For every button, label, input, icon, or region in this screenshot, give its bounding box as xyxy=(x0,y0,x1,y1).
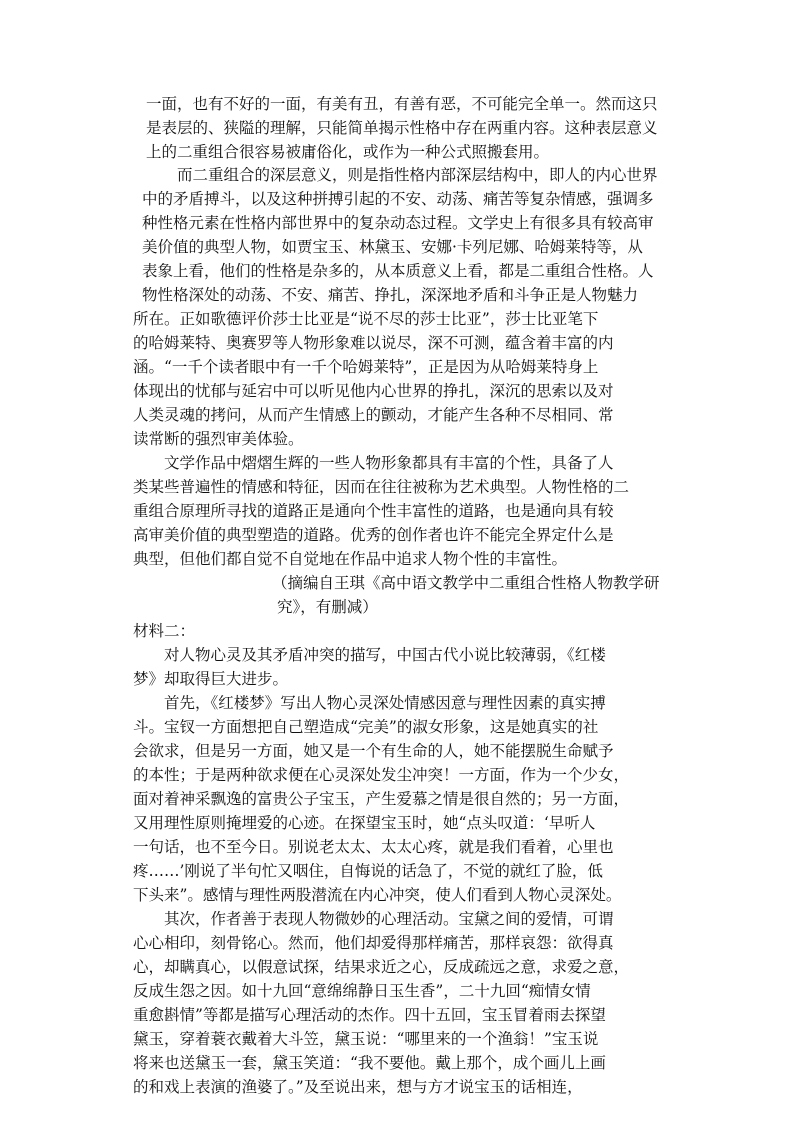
text-line: 类某些普遍性的情感和特征，因而在往往被称为艺术典型。人物性格的二 xyxy=(133,478,630,496)
source-citation: （摘编自王琪《高中语文教学中二重组合性格人物教学研 xyxy=(272,574,660,592)
text-line: 的本性；于是两种欲求便在心灵深处发尘冲突！一方面，作为一个少女， xyxy=(133,766,630,784)
text-line: 重愈斟情”等都是描写心理活动的杰作。四十五回，宝玉冒着雨去探望 xyxy=(133,1006,606,1024)
text-line: 高审美价值的典型塑造的道路。优秀的创作者也许不能完全界定什么是 xyxy=(133,526,614,544)
text-line: 重组合原理所寻找的道路正是通向个性丰富性的道路，也是通向具有较 xyxy=(133,502,614,520)
text-line: 其次，作者善于表现人物微妙的心理活动。宝黛之间的爱情，可谓 xyxy=(164,910,614,928)
text-line: 种性格元素在性格内部世界中的复杂动态过程。文学史上有很多具有较高审 xyxy=(142,214,654,232)
text-line: 对人物心灵及其矛盾冲突的描写，中国古代小说比较薄弱，《红楼 xyxy=(164,646,606,664)
text-line: 上的二重组合很容易被庸俗化，或作为一种公式照搬套用。 xyxy=(146,143,550,161)
text-line: 的和戏上表演的渔婆了。”及至说出来，想与方才说宝玉的话相连， xyxy=(133,1078,583,1096)
text-line: 典型，但他们都自觉不自觉地在作品中追求人物个性的丰富性。 xyxy=(133,550,568,568)
text-line: 的哈姆莱特、奥赛罗等人物形象难以说尽，深不可测，蕴含着丰富的内 xyxy=(133,334,614,352)
source-citation: 究》，有删减） xyxy=(277,598,378,616)
section-heading: 材料二： xyxy=(133,622,196,640)
text-line: 首先，《红楼梦》写出人物心灵深处情感因意与理性因素的真实搏 xyxy=(164,694,606,712)
text-line: 而二重组合的深层意义，则是指性格内部深层结构中，即人的内心世界 xyxy=(177,166,658,184)
text-line: 涵。“一千个读者眼中有一千个哈姆莱特”，正是因为从哈姆莱特身上 xyxy=(133,358,599,376)
text-line: 心心相印，刻骨铭心。然而，他们却爱得那样痛苦，那样哀怨：欲得真 xyxy=(133,934,614,952)
text-line: 体现出的忧郁与延宕中可以听见他内心世界的挣扎，深沉的思索以及对 xyxy=(133,382,614,400)
text-line: 是表层的、狭隘的理解，只能简单揭示性格中存在两重内容。这种表层意义 xyxy=(146,119,658,137)
text-line: 文学作品中熠熠生辉的一些人物形象都具有丰富的个性，具备了人 xyxy=(164,454,614,472)
text-line: 物性格深处的动荡、不安、痛苦、挣扎，深深地矛盾和斗争正是人物魅力 xyxy=(142,286,639,304)
text-line: 中的矛盾搏斗，以及这种拼搏引起的不安、动荡、痛苦等复杂情感，强调多 xyxy=(142,190,654,208)
text-line: 下头来”。感情与理性两股潜流在内心冲突，使人们看到人物心灵深处。 xyxy=(133,886,622,904)
text-line: 梦》却取得巨大进步。 xyxy=(133,670,289,688)
text-line: 心，却瞒真心，以假意试探，结果求近之心，反成疏远之意，求爱之意， xyxy=(133,958,630,976)
text-line: 面对着神采飘逸的富贵公子宝玉，产生爱慕之情是很自然的；另一方面， xyxy=(133,790,630,808)
text-line: 一句话，也不至今日。别说老太太、太太心疼，就是我们看着，心里也 xyxy=(133,838,614,856)
text-line: 美价值的典型人物，如贾宝玉、林黛玉、安娜·卡列尼娜、哈姆莱特等，从 xyxy=(142,238,643,256)
text-line: 会欲求，但是另一方面，她又是一个有生命的人，她不能摆脱生命赋予 xyxy=(133,742,614,760)
text-line: 黛玉，穿着蓑衣戴着大斗笠，黛玉说：“哪里来的一个渔翁！”宝玉说 xyxy=(133,1030,599,1048)
text-line: 读常断的强烈审美体验。 xyxy=(133,430,304,448)
text-line: 又用理性原则掩埋爱的心迹。在探望宝玉时，她“点头叹道：‘早听人 xyxy=(133,814,596,832)
text-line: 一面，也有不好的一面，有美有丑，有善有恶，不可能完全单一。然而这只 xyxy=(146,95,658,113)
text-line: 表象上看，他们的性格是杂多的，从本质意义上看，都是二重组合性格。人 xyxy=(142,262,654,280)
text-line: 所在。正如歌德评价莎士比亚是“说不尽的莎士比亚”，莎士比亚笔下 xyxy=(133,310,599,328)
text-line: 反成生怨之因。如十九回“意绵绵静日玉生香”，二十九回“痴情女情 xyxy=(133,982,591,1000)
text-line: 人类灵魂的拷问，从而产生情感上的颤动，才能产生各种不尽相同、常 xyxy=(133,406,614,424)
text-line: 疼……’刚说了半句忙又咽住，自悔说的话急了，不觉的就红了脸，低 xyxy=(133,862,603,880)
text-line: 将来也送黛玉一套，黛玉笑道：“我不要他。戴上那个，成个画儿上画 xyxy=(133,1054,606,1072)
text-line: 斗。宝钗一方面想把自己塑造成“完美”的淑女形象，这是她真实的社 xyxy=(133,718,599,736)
